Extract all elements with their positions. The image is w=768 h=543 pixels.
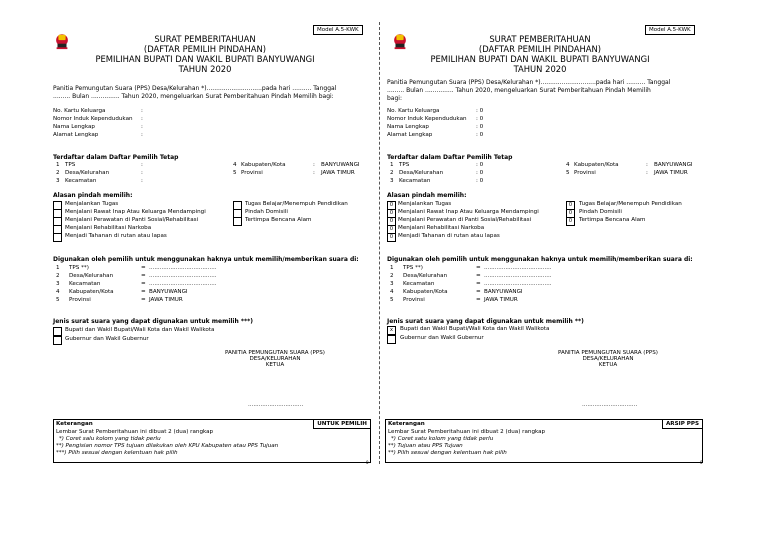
cut-line-divider (379, 22, 380, 464)
copy-tag: UNTUK PEMILIH (313, 420, 370, 429)
alasan-checkbox[interactable]: 0 (387, 225, 396, 234)
jenis-heading: Jenis surat suara yang dapat digunakan untuk memilih ***) (53, 318, 254, 325)
page-mark: 0 (700, 460, 703, 465)
alasan-checkbox[interactable]: 0 (566, 217, 575, 226)
signature-line: ............................... (248, 402, 304, 408)
digunakan-heading: Digunakan oleh pemilih untuk menggunakan haknya untuk memilih/memberikan suara di: (53, 256, 359, 263)
jenis-checkbox[interactable] (53, 336, 62, 345)
digunakan-heading: Digunakan oleh pemilih untuk menggunakan haknya untuk memilih/memberikan suara di: (387, 256, 693, 263)
signature-block: PANITIA PEMUNGUTAN SUARA (PPS) DESA/KELURAHAN KETUA (225, 350, 325, 368)
document-title: SURAT PEMBERITAHUAN (DAFTAR PEMILIH PINDAHAN) PEMILIHAN BUPATI DAN WAKIL BUPATI BANYUWANGI TAHUN 2020 (430, 34, 650, 74)
jenis-checkbox[interactable] (53, 327, 62, 336)
alasan-checkbox[interactable] (233, 217, 242, 226)
intro-line-2: ......... Bulan ............... Tahun 2020, mengeluarkan Surat Pemberitahuan Pindah Memilih (387, 87, 651, 94)
alasan-checkbox[interactable]: 0 (387, 233, 396, 242)
alasan-checkbox[interactable]: 0 (387, 209, 396, 218)
signature-block: PANITIA PEMUNGUTAN SUARA (PPS) DESA/KELURAHAN KETUA (558, 350, 658, 368)
dpt-heading: Terdaftar dalam Daftar Pemilih Tetap (53, 154, 179, 161)
alasan-checkbox[interactable]: 0 (566, 209, 575, 218)
intro-line-1: Panitia Pemungutan Suara (PPS) Desa/Kelurahan *).............................pada hari .......... Tanggal (53, 85, 337, 92)
jenis-heading: Jenis surat suara yang dapat digunakan untuk memilih **) (387, 318, 584, 325)
copy-tag: ARSIP PPS (662, 420, 702, 429)
alasan-heading: Alasan pindah memilih: (387, 192, 467, 199)
model-label: Model A.5-KWK (645, 25, 695, 35)
intro-line-1: Panitia Pemungutan Suara (PPS) Desa/Kelurahan *).............................pada hari .......... Tanggal (387, 79, 671, 86)
alasan-checkbox[interactable]: 0 (566, 201, 575, 210)
alasan-heading: Alasan pindah memilih: (53, 192, 133, 199)
dpt-heading: Terdaftar dalam Daftar Pemilih Tetap (387, 154, 513, 161)
document-title: SURAT PEMBERITAHUAN (DAFTAR PEMILIH PINDAHAN) PEMILIHAN BUPATI DAN WAKIL BUPATI BANYUWANGI TAHUN 2020 (95, 34, 315, 74)
keterangan-box: ARSIP PPS Keterangan Lembar Surat Pemberitahuan ini dibuat 2 (dua) rangkap *) Coret satu kolom yang tidak perlu **) Tujuan atau PPS Tujuan **) Pilih sesuai dengan kelentuan hak pilih (385, 419, 703, 463)
page-mark: 0 (366, 460, 369, 465)
model-label: Model A.5-KWK (313, 25, 363, 35)
intro-line-2: ......... Bulan ............... Tahun 2020, mengeluarkan Surat Pemberitahuan Pindah Memilih bagi: (53, 93, 334, 100)
alasan-checkbox[interactable] (53, 233, 62, 242)
alasan-checkbox[interactable]: 0 (387, 201, 396, 210)
alasan-checkbox[interactable]: 0 (387, 217, 396, 226)
intro-line-3: bagi: (387, 95, 402, 102)
kpu-logo-icon (53, 32, 71, 50)
keterangan-box: UNTUK PEMILIH Keterangan Lembar Surat Pemberitahuan ini dibuat 2 (dua) rangkap *) Coret salu kolom yang tidak perlu **) Pengisian nomor TPS tujuan dilakukan oleh KPU Kabupaten atau PPS Tujuan ***) Pilih sesuai dengan kelentuan hak pilih (53, 419, 371, 463)
signature-line: ............................... (582, 402, 638, 408)
kpu-logo-icon (391, 32, 409, 50)
jenis-checkbox[interactable]: x (387, 326, 396, 335)
jenis-checkbox[interactable] (387, 335, 396, 344)
